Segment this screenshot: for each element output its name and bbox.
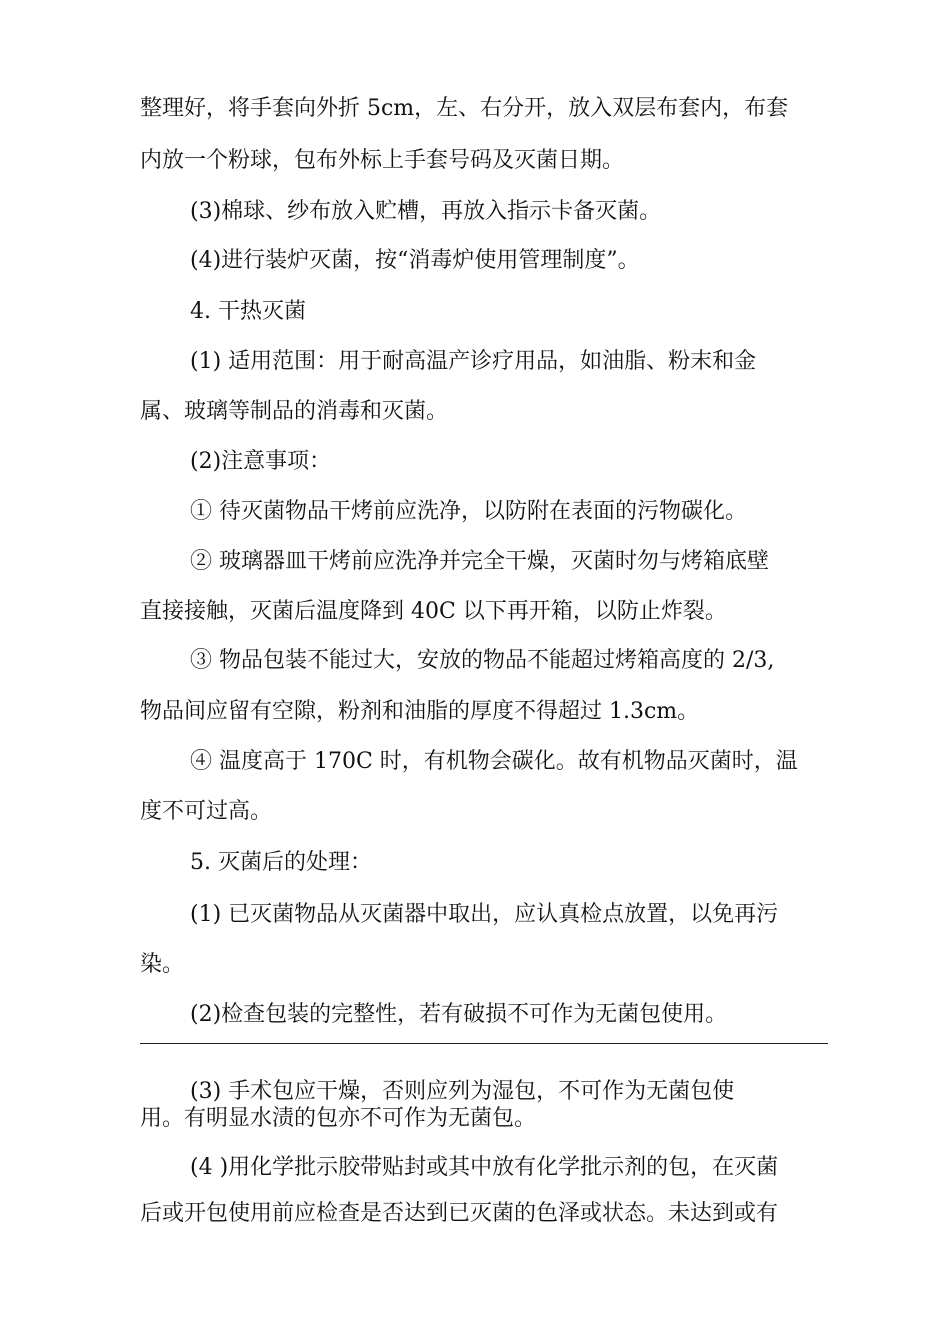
text-line: ② 玻璃器皿干烤前应洗净并完全干燥，灭菌时勿与烤箱底壁 <box>190 549 769 574</box>
text-line: ① 待灭菌物品干烤前应洗净，以防附在表面的污物碳化。 <box>190 499 747 524</box>
text-line: (2)检查包装的完整性，若有破损不可作为无菌包使用。 <box>190 1002 728 1027</box>
text-line: 度不可过高。 <box>140 799 273 824</box>
text-line: (3)棉球、纱布放入贮槽，再放入指示卡备灭菌。 <box>190 199 662 224</box>
text-line: 直接接触，灭菌后温度降到 40C 以下再开箱，以防止炸裂。 <box>140 599 727 624</box>
text-line: 整理好，将手套向外折 5cm，左、右分开，放入双层布套内，布套 <box>140 96 789 121</box>
text-line: 用。有明显水渍的包亦不可作为无菌包。 <box>140 1106 537 1131</box>
text-line: (4)进行装炉灭菌，按“消毒炉使用管理制度”。 <box>190 248 640 273</box>
page-divider <box>140 1043 828 1044</box>
text-line: (2)注意事项： <box>190 449 332 474</box>
text-line: 染。 <box>140 952 185 977</box>
text-line: 属、玻璃等制品的消毒和灭菌。 <box>140 399 449 424</box>
text-line: (4 )用化学批示胶带贴封或其中放有化学批示剂的包，在灭菌 <box>190 1155 779 1180</box>
section-heading: 4. 干热灭菌 <box>190 299 306 324</box>
text-line: 内放一个粉球，包布外标上手套号码及灭菌日期。 <box>140 148 625 173</box>
text-line: ④ 温度高于 170C 时，有机物会碳化。故有机物品灭菌时，温 <box>190 749 798 774</box>
text-line: (3) 手术包应干燥，否则应列为湿包，不可作为无菌包使 <box>190 1079 735 1104</box>
section-heading: 5. 灭菌后的处理： <box>190 850 372 875</box>
text-line: (1) 已灭菌物品从灭菌器中取出，应认真检点放置，以免再污 <box>190 902 779 927</box>
text-line: 物品间应留有空隙，粉剂和油脂的厚度不得超过 1.3cm。 <box>140 699 700 724</box>
text-line: 后或开包使用前应检查是否达到已灭菌的色泽或状态。未达到或有 <box>140 1201 779 1226</box>
text-line: (1) 适用范围：用于耐高温产诊疗用品，如油脂、粉末和金 <box>190 349 757 374</box>
text-line: ③ 物品包装不能过大，安放的物品不能超过烤箱高度的 2/3, <box>190 648 775 673</box>
